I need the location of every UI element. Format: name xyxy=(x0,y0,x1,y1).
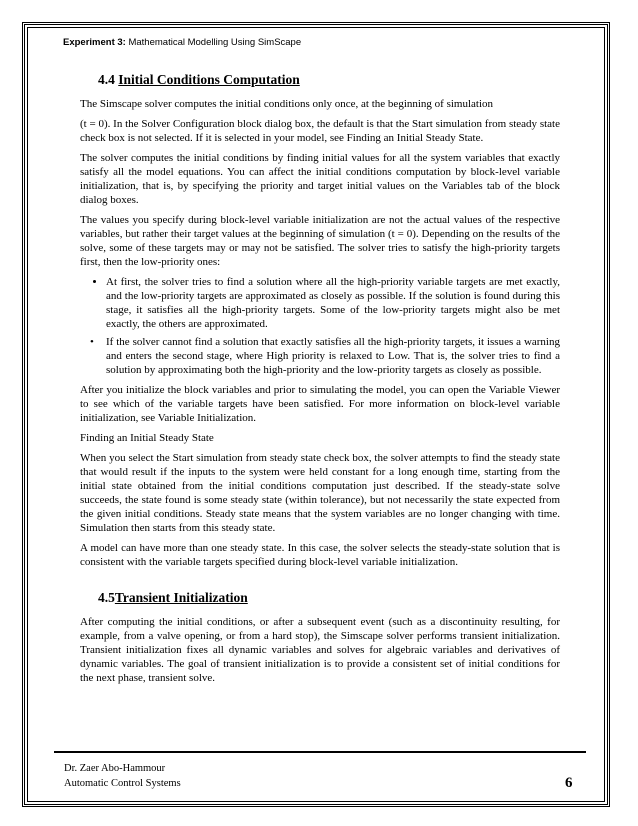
paragraph: When you select the Start simulation from steady state check box, the solver attempts to find the steady state that would result if the inputs to the system were held constant for a long enough time, starting from the initial state obtained from the initial conditions computation just described. If the steady-state solve succeeds, the state found is some steady state (within tolerance), but not necessarily the state expected from the given initial conditions. Steady state means that the system variables are no longer changing with time. Simulation then starts from this steady state. xyxy=(80,452,560,534)
section-title: Initial Conditions Computation xyxy=(118,72,300,87)
section-title: Transient Initialization xyxy=(114,590,248,605)
paragraph: After you initialize the block variables and prior to simulating the model, you can open the Variable Viewer to see which of the variable targets have been satisfied. For more information on block-level variable initialization, see Variable Initialization. xyxy=(80,384,560,424)
bullet-paragraph xyxy=(80,335,560,377)
paragraph: (t = 0). In the Solver Configuration block dialog box, the default is that the Start simulation from steady state check box is not selected. If it is selected in your model, see Finding an Initial Steady State. xyxy=(80,118,560,144)
paragraph: The values you specify during block-level variable initialization are not the actual values of the respective variables, but rather their target values at the beginning of simulation (t = 0). Depending on the results of the solve, some of these targets may or may not be satisfied. The solver tries to satisfy the high-priority targets first, then the low-priority ones: xyxy=(80,214,560,268)
bullet-icon: • xyxy=(90,336,94,348)
paragraph: The Simscape solver computes the initial conditions only once, at the beginning of simulation xyxy=(80,98,494,110)
footer-course: Automatic Control Systems xyxy=(64,778,181,789)
page-number: 6 xyxy=(565,775,573,791)
section-number: 4.4 xyxy=(98,72,115,87)
subheading: Finding an Initial Steady State xyxy=(80,432,214,444)
paragraph: After computing the initial conditions, or after a subsequent event (such as a discontinuity resulting, for example, from a valve opening, or from a hard stop), the Simscape solver performs transient initialization. Transient initialization fixes all dynamic variables and solves for algebraic variables and derivatives of dynamic variables. The goal of transient initialization is to provide a consistent set of initial conditions for the next phase, transient solve. xyxy=(80,616,560,684)
list-item: • At first, the solver tries to find a solution where all the high-priority variable targets are met exactly, and the low-priority targets are approximated as closely as possible. If the solution is found during this stage, it satisfies all the high-priority targets. Some of the low-priority targets might also be met exactly, the others are approximated. xyxy=(106,275,560,331)
footer xyxy=(64,761,181,791)
bullet-list xyxy=(80,275,560,331)
footer-divider xyxy=(54,751,586,753)
header-label: Experiment 3: xyxy=(63,37,126,48)
footer-author: Dr. Zaer Abo-Hammour xyxy=(64,763,166,774)
paragraph: A model can have more than one steady state. In this case, the solver selects the steady-state solution that is consistent with the variable targets specified during block-level variable initialization. xyxy=(80,542,560,568)
page-content xyxy=(80,64,560,691)
section-number: 4.5 xyxy=(98,590,115,605)
section-heading-4-5 xyxy=(98,590,560,606)
header-text: Mathematical Modelling Using SimScape xyxy=(125,37,302,48)
bullet-paragraph-text: If the solver cannot find a solution that exactly satisfies all the high-priority targets, it issues a warning and enters the second stage, where High priority is relaxed to Low. That is, the solver tries to find a solution by approximating both the high-priority and the low-priority targets as closely as possible. xyxy=(106,336,560,376)
section-heading-4-4 xyxy=(98,72,560,88)
paragraph: The solver computes the initial conditions by finding initial values for all the system variables that exactly satisfy all the model equations. You can affect the initial conditions computation by block-level variable initialization, that is, by specifying the priority and target initial values on the Variables tab of the block dialog boxes. xyxy=(80,152,560,206)
running-header xyxy=(63,37,301,48)
